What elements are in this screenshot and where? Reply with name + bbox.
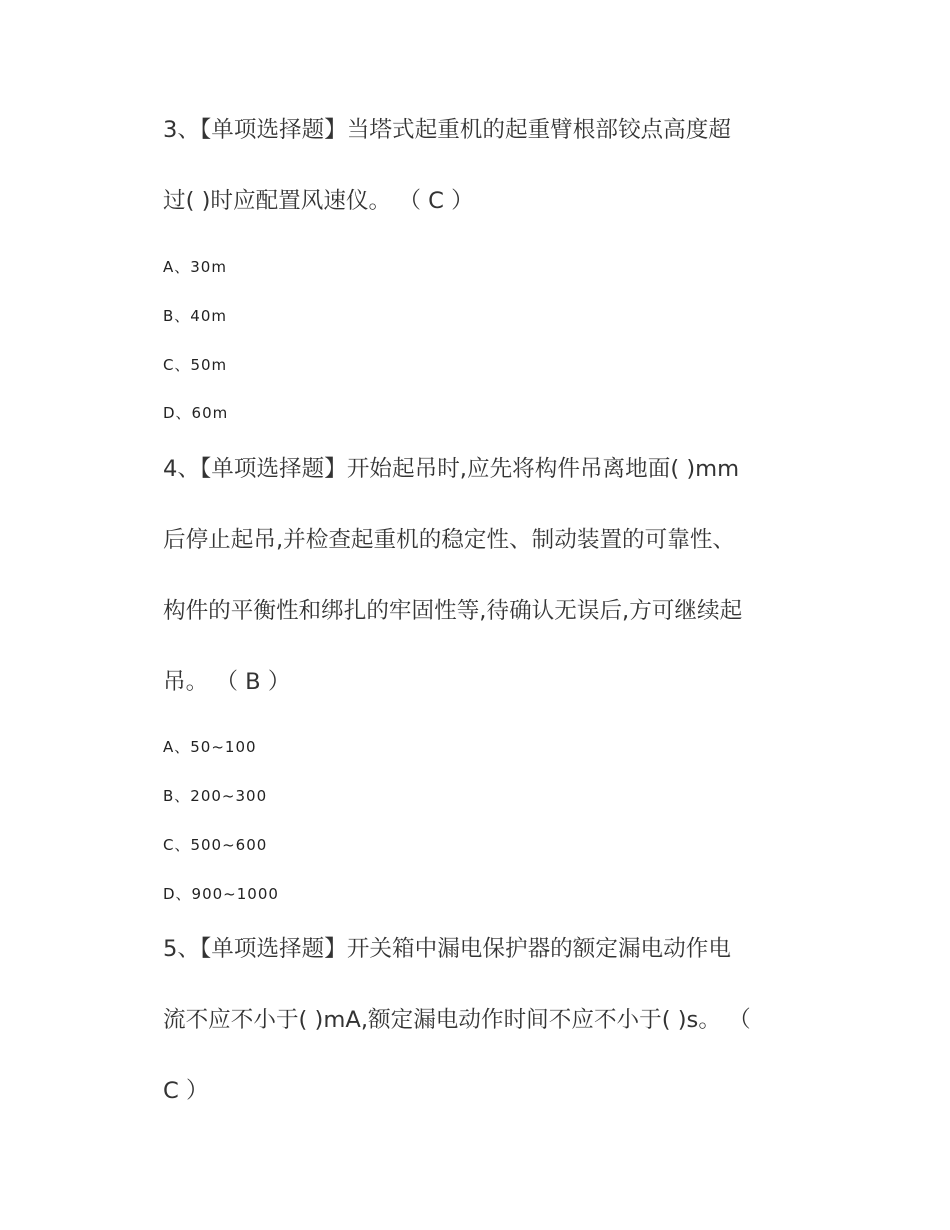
question-3-line-1: 3、【单项选择题】当塔式起重机的起重臂根部铰点高度超 — [163, 117, 731, 143]
question-4-line-3: 构件的平衡性和绑扎的牢固性等,待确认无误后,方可继续起 — [163, 598, 743, 624]
question-4-option-c: C、500~600 — [163, 836, 268, 854]
question-4-line-4: 吊。 （ B ） — [163, 669, 291, 695]
question-3-option-b: B、40m — [163, 307, 227, 325]
question-4-option-a: A、50~100 — [163, 738, 257, 756]
question-3-option-d: D、60m — [163, 404, 229, 422]
question-5-line-1: 5、【单项选择题】开关箱中漏电保护器的额定漏电动作电 — [163, 936, 731, 962]
question-3-line-2: 过( )时应配置风速仪。 （ C ） — [163, 188, 474, 214]
question-3-option-c: C、50m — [163, 356, 228, 374]
question-3-option-a: A、30m — [163, 258, 227, 276]
question-4-option-d: D、900~1000 — [163, 885, 279, 903]
question-5-line-2: 流不应不小于( )mA,额定漏电动作时间不应不小于( )s。 （ — [163, 1007, 751, 1033]
question-5-line-3: C ） — [163, 1078, 209, 1104]
question-4-line-1: 4、【单项选择题】开始起吊时,应先将构件吊离地面( )mm — [163, 456, 740, 482]
question-4-line-2: 后停止起吊,并检查起重机的稳定性、制动装置的可靠性、 — [163, 527, 736, 553]
question-4-option-b: B、200~300 — [163, 787, 268, 805]
